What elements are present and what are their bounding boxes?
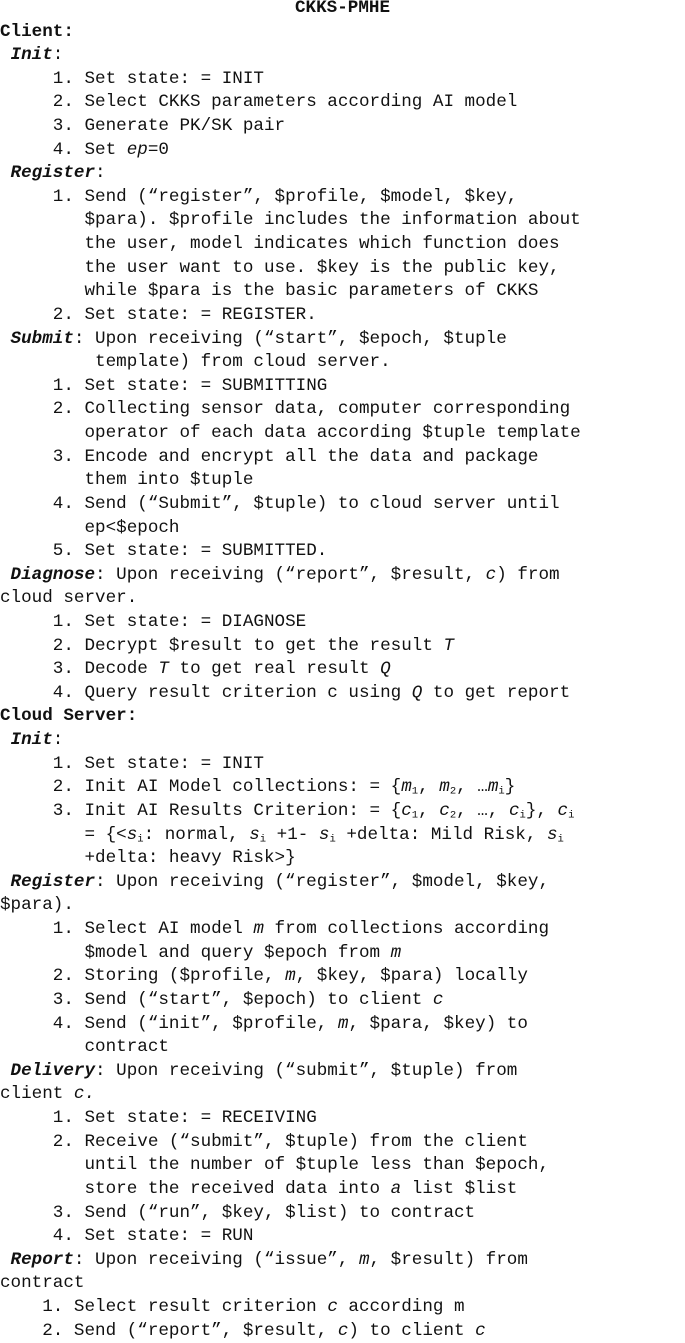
line-text: 1. Set state: = RECEIVING — [52, 1108, 317, 1129]
line-text: m — [390, 942, 402, 963]
algorithm-line — [53, 635, 454, 659]
algorithm-line — [0, 705, 137, 729]
section-label: Report — [10, 1249, 74, 1270]
line-text: T — [443, 635, 455, 656]
section-label: Init — [10, 730, 53, 751]
algorithm-line — [0, 587, 137, 611]
line-text: client — [0, 1084, 74, 1105]
algorithm-line — [53, 1202, 475, 1226]
line-text: 2. Storing ($profile, — [52, 966, 286, 987]
algorithm-line — [84, 942, 401, 966]
line-text: m — [401, 777, 412, 798]
algorithm-line — [53, 68, 264, 92]
algorithm-line — [53, 753, 264, 777]
algorithm-line — [84, 280, 538, 304]
line-text: =0 — [147, 139, 169, 160]
algorithm-line — [11, 1060, 518, 1084]
algorithm-line — [53, 139, 169, 163]
line-text: 2. Init AI Model collections: = { — [52, 777, 402, 798]
line-text: 2. Send (“report”, $result, — [42, 1320, 338, 1341]
line-text: c — [557, 800, 569, 821]
algorithm-line — [0, 894, 74, 918]
algorithm-line — [53, 989, 444, 1013]
line-text: 3. Init AI Results Criterion: = { — [52, 800, 402, 821]
algorithm-line — [53, 1225, 254, 1249]
algorithm-line — [53, 540, 328, 564]
algorithm-line — [53, 800, 575, 824]
line-text: c — [432, 989, 444, 1010]
line-text: $para). $profile includes the information about — [84, 210, 581, 231]
line-text: contract — [0, 1273, 85, 1294]
line-text: 1. Set state: = SUBMITTING — [52, 375, 328, 396]
line-text: 3. Encode and encrypt all the data and package — [52, 446, 539, 467]
line-text: T — [158, 659, 169, 680]
line-text: them into $tuple — [84, 470, 254, 491]
line-text: m — [487, 777, 499, 798]
algorithm-line — [53, 375, 328, 399]
algorithm-line — [53, 611, 306, 635]
algorithm-line — [42, 1296, 464, 1320]
line-text: 2. Receive (“submit”, $tuple) from the client — [52, 1131, 528, 1152]
algorithm-line — [0, 1272, 84, 1296]
line-text: ep<$epoch — [84, 517, 180, 538]
line-text: : Upon receiving (“report”, $result, — [95, 564, 486, 585]
line-text: ) to client — [348, 1320, 476, 1341]
line-text: Cloud Server: — [0, 706, 138, 727]
algorithm-line — [84, 517, 179, 541]
algorithm-line — [84, 1178, 517, 1202]
line-text: : — [52, 45, 64, 66]
algorithm-line — [53, 918, 549, 942]
line-text: m — [358, 1249, 370, 1270]
algorithm-line — [84, 1036, 168, 1060]
line-text: 4. Set state: = RUN — [52, 1226, 254, 1247]
algorithm-line — [84, 469, 253, 493]
line-text: 4. Send (“Submit”, $tuple) to cloud server until — [52, 493, 560, 514]
line-text: the user want to use. $key is the public key, — [84, 257, 560, 278]
line-text: to get real result — [168, 659, 381, 680]
algorithm-line — [84, 847, 295, 871]
algorithm-line — [0, 1083, 95, 1107]
line-text: : — [95, 163, 106, 184]
line-text: 3. Send (“run”, $key, $list) to contract — [52, 1202, 476, 1223]
line-text: 4. Send (“init”, $profile, — [52, 1013, 338, 1034]
subscript: i — [568, 809, 575, 822]
line-text: c. — [73, 1084, 96, 1105]
algorithm-line — [11, 871, 549, 895]
line-text: 1. Set state: = INIT — [52, 68, 264, 89]
algorithm-line — [53, 186, 518, 210]
line-text: ep — [126, 139, 148, 160]
algorithm-line — [53, 304, 317, 328]
algorithm-line — [84, 1154, 549, 1178]
subscript: 1 — [411, 809, 419, 822]
line-text: = {< — [84, 824, 127, 845]
document-title: CKKS-PMHE — [294, 0, 391, 18]
algorithm-line — [53, 115, 285, 139]
section-label: Register — [10, 871, 96, 892]
algorithm-line — [53, 776, 516, 800]
line-text: 2. Select CKKS parameters according AI model — [52, 92, 518, 113]
line-text: : Upon receiving (“start”, $epoch, $tuple — [73, 328, 507, 349]
algorithm-line — [11, 162, 106, 186]
section-label: Submit — [10, 328, 74, 349]
line-text: 2. Set state: = REGISTER. — [52, 304, 317, 325]
algorithm-line — [95, 351, 391, 375]
line-text: store the received data into — [84, 1178, 391, 1199]
line-text: c — [475, 1320, 486, 1341]
line-text: 2. Collecting sensor data, computer corresponding — [52, 399, 571, 420]
line-text: the user, model indicates which function does — [84, 234, 560, 255]
section-label: Delivery — [10, 1060, 96, 1081]
line-text: cloud server. — [0, 588, 138, 609]
algorithm-line — [53, 965, 528, 989]
line-text: template) from cloud server. — [95, 352, 391, 373]
line-text: m — [253, 919, 264, 940]
line-text: : Upon receiving (“register”, $model, $key, — [95, 871, 550, 892]
algorithm-line — [11, 44, 64, 68]
line-text: m — [337, 1013, 349, 1034]
line-text: , $result) from — [369, 1249, 528, 1270]
section-label: Register — [10, 163, 96, 184]
line-text: 5. Set state: = SUBMITTED. — [52, 541, 328, 562]
line-text: , — [418, 777, 440, 798]
line-text: 4. Query result criterion c using — [52, 682, 412, 703]
line-text: 2. Decrypt $result to get the result — [52, 635, 444, 656]
subscript: i — [519, 809, 526, 822]
line-text: s — [546, 824, 558, 845]
algorithm-line — [53, 1013, 528, 1037]
line-text: 1. Select AI model — [52, 919, 254, 940]
line-text: c — [327, 1296, 338, 1317]
line-text: +delta: Mild Risk, — [335, 824, 547, 845]
algorithm-line — [84, 257, 559, 281]
subscript: i — [329, 833, 336, 846]
algorithm-line — [53, 493, 560, 517]
algorithm-line — [53, 682, 570, 706]
line-text: : — [52, 730, 64, 751]
line-text: : Upon receiving (“submit”, $tuple) from — [95, 1060, 518, 1081]
line-text: m — [439, 777, 450, 798]
line-text: +1- — [266, 824, 319, 845]
subscript: 2 — [449, 785, 457, 798]
line-text: 3. Send (“start”, $epoch) to client — [52, 989, 433, 1010]
line-text: ) from — [496, 564, 560, 585]
algorithm-line — [84, 824, 563, 848]
line-text: c — [485, 564, 497, 585]
algorithm-line — [53, 91, 518, 115]
subscript: i — [259, 833, 267, 846]
line-text: 4. Set — [52, 139, 127, 160]
line-text: c — [337, 1320, 349, 1341]
algorithm-line — [53, 658, 391, 682]
algorithm-line — [11, 1249, 528, 1273]
algorithm-line — [11, 564, 560, 588]
subscript: i — [498, 785, 505, 798]
line-text: Client: — [0, 21, 74, 42]
line-text: from collections according — [263, 919, 550, 940]
line-text: , $key, $para) locally — [295, 966, 528, 987]
line-text: , $para, $key) to — [348, 1013, 528, 1034]
line-text: to get report — [422, 682, 571, 703]
line-text: 1. Set state: = INIT — [52, 753, 264, 774]
line-text: Q — [411, 682, 423, 703]
algorithm-line — [84, 422, 580, 446]
line-text: contract — [84, 1037, 169, 1058]
line-text: s — [318, 824, 330, 845]
line-text: 3. Decode — [52, 659, 159, 680]
line-text: list $list — [401, 1178, 518, 1199]
algorithm-line — [53, 446, 539, 470]
line-text: +delta: heavy Risk>} — [84, 848, 296, 869]
algorithm-line — [0, 21, 74, 45]
line-text: while $para is the basic parameters of CKKS — [84, 281, 539, 302]
algorithm-line — [84, 209, 580, 233]
line-text: c — [439, 800, 450, 821]
line-text: c — [508, 800, 520, 821]
section-label: Init — [10, 45, 53, 66]
line-text: $para). — [0, 895, 74, 916]
line-text: : Upon receiving (“issue”, — [73, 1249, 359, 1270]
algorithm-line — [84, 233, 559, 257]
line-text: }, — [525, 800, 558, 821]
line-text: until the number of $tuple less than $epoch, — [84, 1155, 550, 1176]
line-text: s — [249, 824, 260, 845]
line-text: , … — [456, 777, 488, 798]
line-text: operator of each data according $tuple template — [84, 423, 581, 444]
line-text: Q — [380, 659, 391, 680]
line-text: , …, — [456, 800, 509, 821]
algorithm-line — [11, 729, 64, 753]
section-label: Diagnose — [10, 564, 96, 585]
line-text: c — [401, 800, 412, 821]
line-text: } — [504, 777, 516, 798]
algorithm-line — [11, 328, 507, 352]
subscript: i — [557, 833, 564, 846]
line-text: according m — [337, 1296, 465, 1317]
algorithm-line — [42, 1320, 485, 1343]
line-text: 1. Select result criterion — [42, 1296, 328, 1317]
subscript: i — [137, 833, 144, 846]
line-text: m — [285, 966, 296, 987]
line-text: 3. Generate PK/SK pair — [52, 115, 286, 136]
line-text: $model and query $epoch from — [84, 942, 391, 963]
algorithm-line — [53, 1131, 528, 1155]
line-text: : normal, — [143, 824, 250, 845]
line-text: , — [418, 800, 440, 821]
subscript: 2 — [449, 809, 457, 822]
line-text: 1. Set state: = DIAGNOSE — [52, 612, 307, 632]
algorithm-line — [53, 1107, 317, 1131]
subscript: 1 — [411, 785, 419, 798]
line-text: a — [390, 1178, 402, 1199]
line-text: s — [126, 824, 138, 845]
algorithm-line — [53, 398, 570, 422]
line-text: 1. Send (“register”, $profile, $model, $key, — [52, 186, 518, 207]
